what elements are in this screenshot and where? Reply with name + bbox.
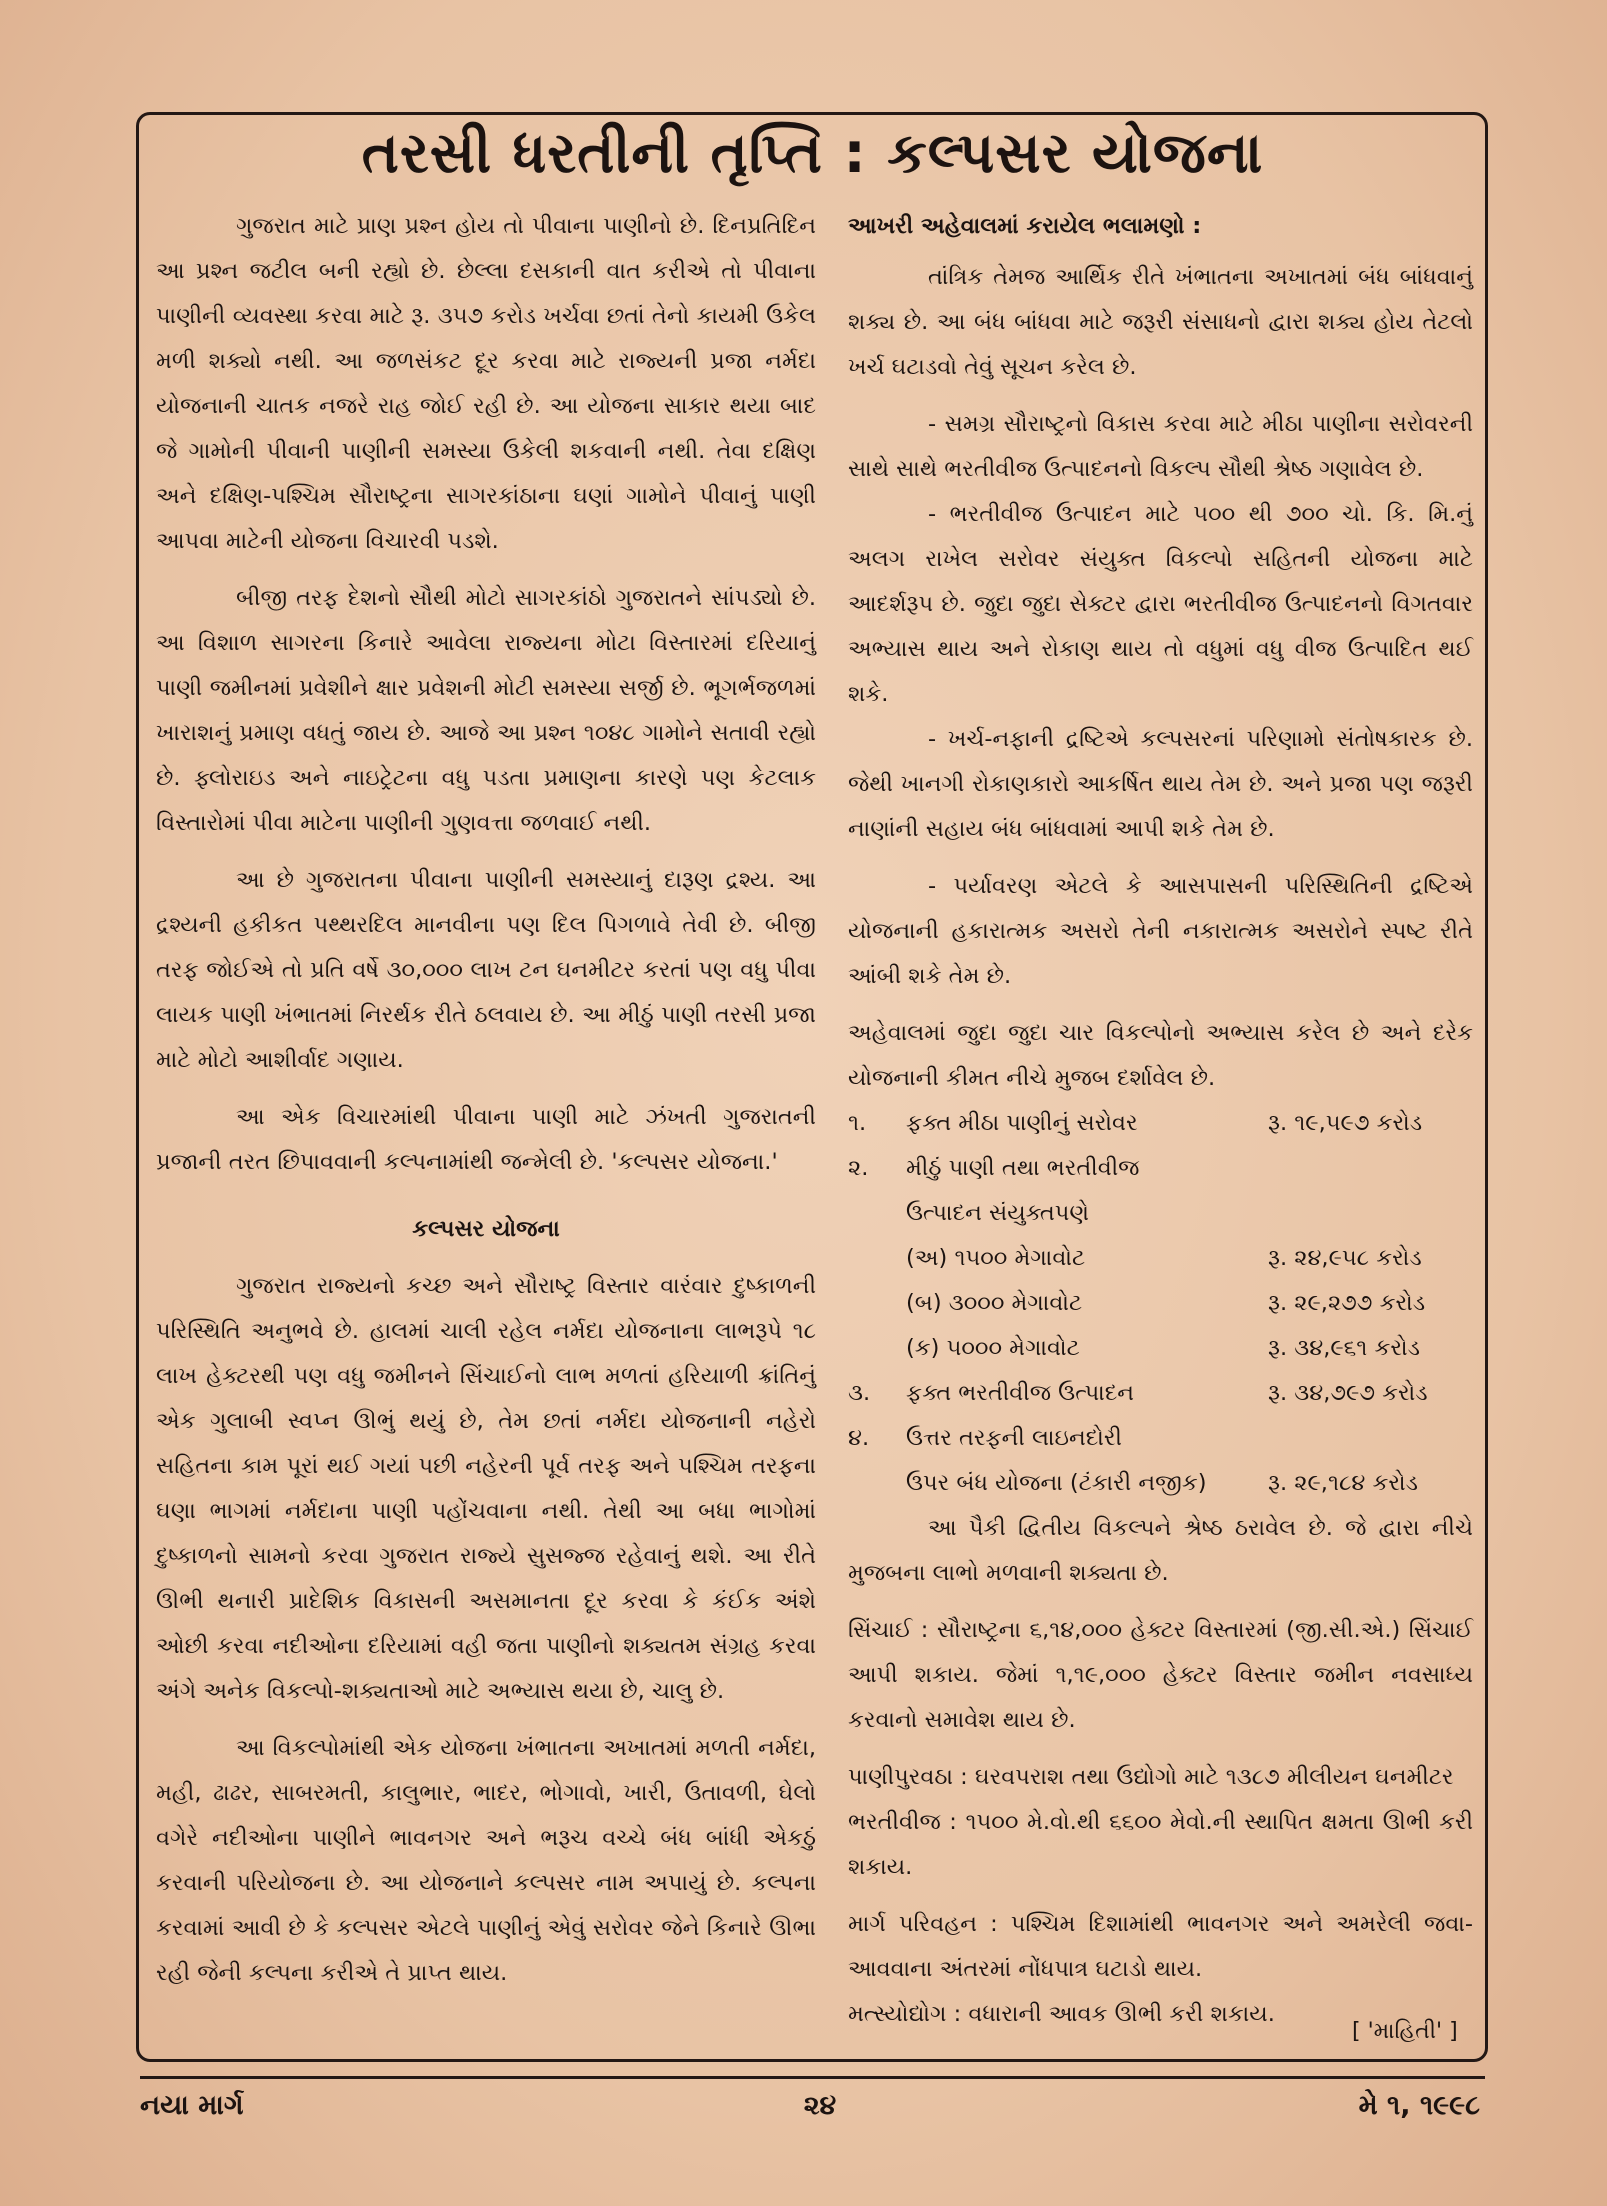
option-number: ૪. xyxy=(848,1425,870,1451)
option-amount: રૂ. ૨૯,૧૮૪ કરોડ xyxy=(1268,1470,1418,1496)
option-amount: રૂ. ૨૪,૯૫૮ કરોડ xyxy=(1268,1245,1422,1271)
option-number: ૧. xyxy=(848,1110,867,1136)
paragraph: આ છે ગુજરાતના પીવાના પાણીની સમસ્યાનું દારૂણ દ્રશ્ય. આ દ્રશ્યની હકીકત પથ્થરદિલ માનવીના પણ દિલ પિગળાવે તેવી છે. બીજી તરફ જોઈએ તો પ્રતિ વર્ષે ૩૦,૦૦૦ લાખ ટન ઘનમીટર કરતાં પણ વધુ પીવા લાયક પાણી ખંભાતમાં નિરર્થક રીતે ઠલવાય છે. આ મીઠું પાણી તરસી પ્રજા માટે મોટો આશીર્વાદ ગણાય. xyxy=(156,867,816,1073)
option-row xyxy=(848,1371,1473,1416)
page-number: ૨૪ xyxy=(803,2090,837,2121)
recommendations-heading: આખરી અહેવાલમાં કરાયેલ ભલામણો : xyxy=(848,213,1202,239)
benefit-item: સિંચાઈ : સૌરાષ્ટ્રના ૬,૧૪,૦૦૦ હેક્ટર વિસ્તારમાં (જી.સી.એ.) સિંચાઈ આપી શકાય. જેમાં ૧,૧૯,૦૦૦ હેક્ટર વિસ્તાર જમીન નવસાધ્ય કરવાનો સમાવેશ થાય છે. xyxy=(848,1617,1473,1733)
option-row xyxy=(848,1191,1473,1236)
source-credit: [ 'માહિતી' ] xyxy=(1352,2019,1458,2044)
recommendation-item: - ખર્ચ-નફાની દ્રષ્ટિએ કલ્પસરનાં પરિણામો સંતોષકારક છે. જેથી ખાનગી રોકાણકારો આકર્ષિત થાય તેમ છે. અને પ્રજા પણ જરૂરી નાણાંની સહાય બંધ બાંધવામાં આપી શકે તેમ છે. xyxy=(848,726,1473,842)
benefit-item: પાણીપુરવઠા : ઘરવપરાશ તથા ઉદ્યોગો માટે ૧૩૮૭ મીલીયન ઘનમીટર xyxy=(848,1764,1454,1790)
option-label: ઉપર બંધ યોજના (ટંકારી નજીક) xyxy=(906,1470,1207,1496)
left-column xyxy=(156,204,816,1996)
option-row xyxy=(848,1146,1473,1191)
option-label: (બ) ૩૦૦૦ મેગાવોટ xyxy=(906,1290,1083,1316)
benefit-item: ભરતીવીજ : ૧૫૦૦ મે.વો.થી ૬૬૦૦ મેવો.ની સ્થાપિત ક્ષમતા ઊભી કરી શકાય. xyxy=(848,1809,1473,1880)
option-amount: રૂ. ૩૪,૯૬૧ કરોડ xyxy=(1268,1335,1420,1361)
magazine-name: નયા માર્ગ xyxy=(140,2090,244,2121)
paragraph: ગુજરાત રાજ્યનો કચ્છ અને સૌરાષ્ટ્ર વિસ્તાર વારંવાર દુષ્કાળની પરિસ્થિતિ અનુભવે છે. હાલમાં ચાલી રહેલ નર્મદા યોજનાના લાભરૂપે ૧૮ લાખ હેક્ટરથી પણ વધુ જમીનને સિંચાઈનો લાભ મળતાં હરિયાળી ક્રાંતિનું એક ગુલાબી સ્વપ્ન ઊભું થયું છે, તેમ છતાં નર્મદા યોજનાની નહેરો સહિતના કામ પૂરાં થઈ ગયાં પછી નહેરની પૂર્વ તરફ અને પશ્ચિમ તરફના ઘણા ભાગમાં નર્મદાના પાણી પહોંચવાના નથી. તેથી આ બધા ભાગોમાં દુષ્કાળનો સામનો કરવા ગુજરાત રાજ્યે સુસજ્જ રહેવાનું થશે. આ રીતે ઊભી થનારી પ્રાદેશિક વિકાસની અસમાનતા દૂર કરવા કે કંઈક અંશે ઓછી કરવા નદીઓના દરિયામાં વહી જતા પાણીનો શક્યતમ સંગ્રહ કરવા અંગે અનેક વિકલ્પો-શક્યતાઓ માટે અભ્યાસ થયા છે, ચાલુ છે. xyxy=(156,1273,816,1704)
option-label: ફક્ત ભરતીવીજ ઉત્પાદન xyxy=(906,1380,1135,1406)
benefit-item: માર્ગ પરિવહન : પશ્ચિમ દિશામાંથી ભાવનગર અને અમરેલી જવા-આવવાના અંતરમાં નોંધપાત્ર ઘટાડો થાય. xyxy=(848,1911,1473,1982)
option-label: ઉત્તર તરફની લાઇનદોરી xyxy=(906,1425,1122,1451)
benefit-item: મત્સ્યોદ્યોગ : વધારાની આવક ઊભી કરી શકાય. xyxy=(848,2001,1275,2027)
recommendation-item: - પર્યાવરણ એટલે કે આસપાસની પરિસ્થિતિની દ્રષ્ટિએ યોજનાની હકારાત્મક અસરો તેની નકારાત્મક અસરોને સ્પષ્ટ રીતે આંબી શકે તેમ છે. xyxy=(848,873,1473,989)
right-column xyxy=(848,204,1473,2037)
options-intro: અહેવાલમાં જુદા જુદા ચાર વિકલ્પોનો અભ્યાસ કરેલ છે અને દરેક યોજનાની કીમત નીચે મુજબ દર્શાવેલ છે. xyxy=(848,1020,1473,1091)
paragraph: તાંત્રિક તેમજ આર્થિક રીતે ખંભાતના અખાતમાં બંધ બાંધવાનું શક્ય છે. આ બંધ બાંધવા માટે જરૂરી સંસાધનો દ્વારા શક્ય હોય તેટલો ખર્ચ ઘટાડવો તેવું સૂચન કરેલ છે. xyxy=(848,264,1473,380)
option-label: ઉત્પાદન સંયુક્તપણે xyxy=(906,1200,1089,1226)
option-row xyxy=(848,1461,1473,1506)
paragraph: બીજી તરફ દેશનો સૌથી મોટો સાગરકાંઠો ગુજરાતને સાંપડ્યો છે. આ વિશાળ સાગરના કિનારે આવેલા રાજ્યના મોટા વિસ્તારમાં દરિયાનું પાણી જમીનમાં પ્રવેશીને ક્ષાર પ્રવેશની મોટી સમસ્યા સર્જી છે. ભૂગર્ભજળમાં ખારાશનું પ્રમાણ વધતું જાય છે. આજે આ પ્રશ્ન ૧૦૪૮ ગામોને સતાવી રહ્યો છે. ફ્લોરાઇડ અને નાઇટ્રેટના વધુ પડતા પ્રમાણના કારણે પણ કેટલાક વિસ્તારોમાં પીવા માટેના પાણીની ગુણવત્તા જળવાઈ નથી. xyxy=(156,585,816,836)
option-amount: રૂ. ૧૯,૫૯૭ કરોડ xyxy=(1268,1110,1423,1136)
option-amount: રૂ. ૨૯,૨૭૭ કરોડ xyxy=(1268,1290,1426,1316)
option-row xyxy=(848,1326,1473,1371)
option-label: મીઠું પાણી તથા ભરતીવીજ xyxy=(906,1155,1140,1181)
option-row xyxy=(848,1101,1473,1146)
option-row xyxy=(848,1236,1473,1281)
paragraph: આ એક વિચારમાંથી પીવાના પાણી માટે ઝંખતી ગુજરાતની પ્રજાની તરત છિપાવવાની કલ્પનામાંથી જન્મેલી છે. 'કલ્પસર યોજના.' xyxy=(156,1104,816,1175)
recommendation-item: - સમગ્ર સૌરાષ્ટ્રનો વિકાસ કરવા માટે મીઠા પાણીના સરોવરની સાથે સાથે ભરતીવીજ ઉત્પાદનનો વિકલ્પ સૌથી શ્રેષ્ઠ ગણાવેલ છે. xyxy=(848,411,1473,482)
option-label: (અ) ૧૫૦૦ મેગાવોટ xyxy=(906,1245,1086,1271)
section-heading: કલ્પસર યોજના xyxy=(412,1216,560,1242)
paragraph: આ વિકલ્પોમાંથી એક યોજના ખંભાતના અખાતમાં મળતી નર્મદા, મહી, ઢાઢર, સાબરમતી, કાલુભાર, ભાદર, ભોગાવો, ખારી, ઉતાવળી, ઘેલો વગેરે નદીઓના પાણીને ભાવનગર અને ભરૂચ વચ્ચે બંધ બાંધી એકઠું કરવાની પરિયોજના છે. આ યોજનાને કલ્પસર નામ અપાયું છે. કલ્પના કરવામાં આવી છે કે કલ્પસર એટલે પાણીનું એવું સરોવર જેને કિનારે ઊભા રહી જેની કલ્પના કરીએ તે પ્રાપ્ત થાય. xyxy=(156,1735,816,1986)
footer-rule xyxy=(140,2076,1485,2079)
article-title: તરસી ધરતીની તૃપ્તિ : કલ્પસર યોજના xyxy=(361,121,1264,186)
option-row xyxy=(848,1281,1473,1326)
option-row xyxy=(848,1416,1473,1461)
best-option-text: આ પૈકી દ્વિતીય વિકલ્પને શ્રેષ્ઠ ઠરાવેલ છે. જે દ્વારા નીચે મુજબના લાભો મળવાની શક્યતા છે. xyxy=(848,1515,1473,1586)
option-number: ૩. xyxy=(848,1380,871,1406)
option-number: ૨. xyxy=(848,1155,869,1181)
recommendation-item: - ભરતીવીજ ઉત્પાદન માટે ૫૦૦ થી ૭૦૦ ચો. કિ. મિ.નું અલગ રાખેલ સરોવર સંયુક્ત વિકલ્પો સહિતની યોજના માટે આદર્શરૂપ છે. જુદા જુદા સેક્ટર દ્વારા ભરતીવીજ ઉત્પાદનનો વિગતવાર અભ્યાસ થાય અને રોકાણ થાય તો વધુમાં વધુ વીજ ઉત્પાદિત થઈ શકે. xyxy=(848,501,1473,707)
issue-date: મે ૧, ૧૯૯૮ xyxy=(1358,2090,1480,2121)
option-amount: રૂ. ૩૪,૭૯૭ કરોડ xyxy=(1268,1380,1428,1406)
option-label: ફક્ત મીઠા પાણીનું સરોવર xyxy=(906,1110,1138,1136)
paragraph: ગુજરાત માટે પ્રાણ પ્રશ્ન હોય તો પીવાના પાણીનો છે. દિનપ્રતિદિન આ પ્રશ્ન જટીલ બની રહ્યો છે. છેલ્લા દસકાની વાત કરીએ તો પીવાના પાણીની વ્યવસ્થા કરવા માટે રૂ. ૩૫૭ કરોડ ખર્ચવા છતાં તેનો કાયમી ઉકેલ મળી શક્યો નથી. આ જળસંકટ દૂર કરવા માટે રાજ્યની પ્રજા નર્મદા યોજનાની ચાતક નજરે રાહ જોઈ રહી છે. આ યોજના સાકાર થયા બાદ જે ગામોની પીવાની પાણીની સમસ્યા ઉકેલી શકવાની નથી. તેવા દક્ષિણ અને દક્ષિણ-પશ્ચિમ સૌરાષ્ટ્રના સાગરકાંઠાના ઘણાં ગામોને પીવાનું પાણી આપવા માટેની યોજના વિચારવી પડશે. xyxy=(156,213,816,554)
option-label: (ક) ૫૦૦૦ મેગાવોટ xyxy=(906,1335,1080,1361)
